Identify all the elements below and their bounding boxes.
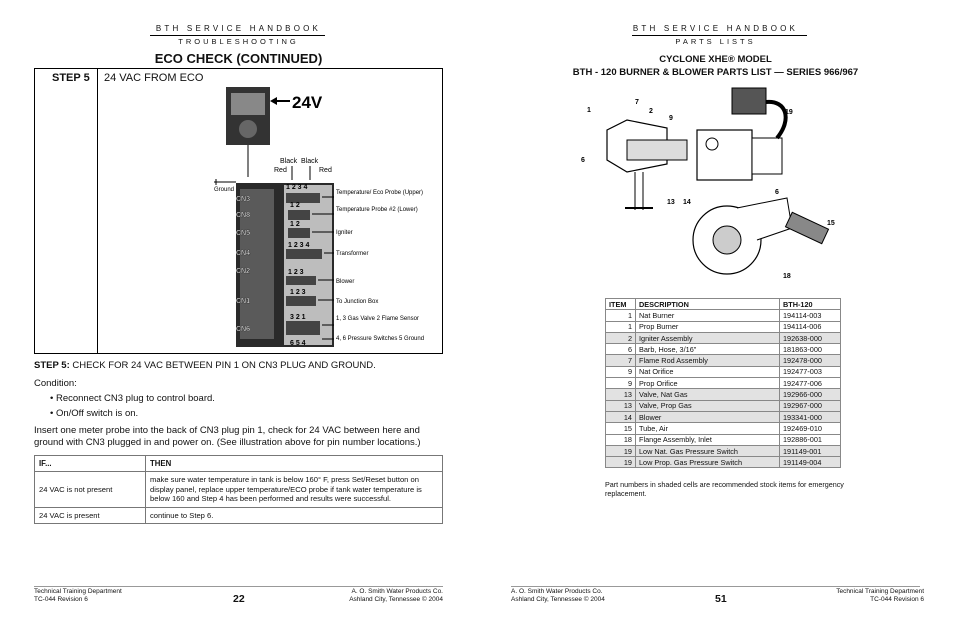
svg-text:Temperature Probe #2 (Lower): Temperature Probe #2 (Lower) xyxy=(336,207,418,213)
callout-1: 1 xyxy=(587,107,591,114)
item-cell: 7 xyxy=(606,355,636,366)
part-number-cell: 181863-000 xyxy=(780,344,841,355)
svg-text:CN2: CN2 xyxy=(236,268,251,275)
table-row xyxy=(606,411,841,422)
if-then-table xyxy=(34,455,443,524)
item-header: ITEM xyxy=(606,299,636,310)
description-cell: Nat Orifice xyxy=(636,366,780,377)
footer-right: A. O. Smith Water Products Co. Ashland City, Tennessee © 2004 xyxy=(349,588,443,603)
valve-body xyxy=(752,138,782,174)
instruction-paragraph: Insert one meter probe into the back of CN3 plug pin 1, check for 24 VAC between here and ground with CN3 plugged in and power on. (See illustration above for pin number locations.) xyxy=(34,425,421,448)
description-cell: Barb, Hose, 3/16" xyxy=(636,344,780,355)
table-row xyxy=(606,400,841,411)
description-cell: Valve, Nat Gas xyxy=(636,389,780,400)
svg-text:Blower: Blower xyxy=(336,279,355,285)
callout-13: 13 xyxy=(667,199,675,206)
item-cell: 19 xyxy=(606,457,636,468)
part-number-cell: 192469-010 xyxy=(780,423,841,434)
instruction-step-label: STEP 5: xyxy=(34,360,70,371)
description-cell: Nat Burner xyxy=(636,310,780,321)
svg-text:To Junction Box: To Junction Box xyxy=(336,299,379,305)
table-row xyxy=(606,366,841,377)
description-cell: Flame Rod Assembly xyxy=(636,355,780,366)
svg-text:CN5: CN5 xyxy=(236,230,251,237)
svg-text:1, 3 Gas Valve 2 Flame Sensor: 1, 3 Gas Valve 2 Flame Sensor xyxy=(336,316,419,322)
part-number-cell: 192638-000 xyxy=(780,332,841,343)
description-cell: Low Nat. Gas Pressure Switch xyxy=(636,445,780,456)
description-cell: Flange Assembly, Inlet xyxy=(636,434,780,445)
table-row xyxy=(606,423,841,434)
lead-black-1: Black xyxy=(280,158,298,165)
parts-table-body xyxy=(606,310,841,468)
part-number-cell: 194114-003 xyxy=(780,310,841,321)
then-cell: make sure water temperature in tank is below 160° F, press Set/Reset button on display panel, replace upper temperature/ECO probe if tank water temperature is below 160 and Step 4 has been performed and results were successful. xyxy=(146,472,443,508)
table-row xyxy=(606,445,841,456)
item-cell: 13 xyxy=(606,400,636,411)
item-cell: 19 xyxy=(606,445,636,456)
pressure-switch xyxy=(732,88,766,114)
item-cell: 13 xyxy=(606,389,636,400)
svg-text:1 2 3: 1 2 3 xyxy=(288,269,304,276)
meter-dial xyxy=(239,120,257,138)
item-cell: 14 xyxy=(606,411,636,422)
item-cell: 18 xyxy=(606,434,636,445)
footer-rule xyxy=(511,586,920,587)
control-board-illustration xyxy=(200,85,425,350)
burner-tube xyxy=(627,140,687,160)
part-number-header: BTH-120 xyxy=(780,299,841,310)
page-number: 22 xyxy=(233,593,245,605)
gas-valve xyxy=(697,130,752,180)
item-cell: 6 xyxy=(606,344,636,355)
svg-text:6 5 4: 6 5 4 xyxy=(290,340,306,347)
svg-text:Igniter: Igniter xyxy=(336,230,353,236)
arrow-head xyxy=(270,97,277,105)
svg-text:Transformer: Transformer xyxy=(336,251,369,257)
model-title: CYCLONE XHE® MODEL xyxy=(659,54,772,65)
page-number: 51 xyxy=(715,593,727,605)
then-cell: continue to Step 6. xyxy=(146,508,443,524)
table-row xyxy=(606,344,841,355)
lead-red-2: Red xyxy=(319,167,332,174)
condition-item: • Reconnect CN3 plug to control board. xyxy=(50,393,215,404)
callout-19: 19 xyxy=(785,109,793,116)
item-cell: 15 xyxy=(606,423,636,434)
svg-text:CN6: CN6 xyxy=(236,326,251,333)
callout-15: 15 xyxy=(827,220,835,227)
air-tube xyxy=(785,212,828,243)
svg-text:4, 6 Pressure Switches 5 Groun: 4, 6 Pressure Switches 5 Ground xyxy=(336,336,425,342)
svg-text:3 2 1: 3 2 1 xyxy=(290,314,306,321)
part-number-cell: 192967-000 xyxy=(780,400,841,411)
callout-6b: 6 xyxy=(775,189,779,196)
step-divider xyxy=(97,68,98,354)
page-51 xyxy=(477,0,954,618)
description-cell: Igniter Assembly xyxy=(636,332,780,343)
item-cell: 9 xyxy=(606,366,636,377)
footer-rule xyxy=(34,586,443,587)
meter-reading: 24V xyxy=(292,93,323,112)
condition-label: Condition: xyxy=(34,378,77,389)
item-cell: 9 xyxy=(606,378,636,389)
svg-text:1 2: 1 2 xyxy=(290,221,300,228)
page-title: ECO CHECK (CONTINUED) xyxy=(154,51,323,66)
parts-table xyxy=(605,298,841,468)
if-cell: 24 VAC is not present xyxy=(35,472,146,508)
handbook-title: BTH SERVICE HANDBOOK xyxy=(632,24,799,33)
description-cell: Tube, Air xyxy=(636,423,780,434)
handbook-title: BTH SERVICE HANDBOOK xyxy=(155,24,322,33)
hose xyxy=(766,102,786,138)
table-row xyxy=(606,378,841,389)
instruction-text: CHECK FOR 24 VAC BETWEEN PIN 1 ON CN3 PLUG AND GROUND. xyxy=(72,360,376,371)
description-cell: Prop Burner xyxy=(636,321,780,332)
part-number-cell: 192478-000 xyxy=(780,355,841,366)
part-number-cell: 192477-006 xyxy=(780,378,841,389)
callout-18: 18 xyxy=(783,273,791,280)
table-row xyxy=(35,508,443,524)
svg-text:1 2 3: 1 2 3 xyxy=(290,289,306,296)
callout-7: 7 xyxy=(635,99,639,106)
meter-display xyxy=(231,93,265,115)
svg-text:CN4: CN4 xyxy=(236,250,251,257)
stock-note: Part numbers in shaded cells are recommended stock items for emergency replacement. xyxy=(605,480,844,498)
part-number-cell: 192966-000 xyxy=(780,389,841,400)
left-header xyxy=(0,24,477,46)
section-name: PARTS LISTS xyxy=(675,37,756,46)
table-header-row xyxy=(35,456,443,472)
step-title: 24 VAC FROM ECO xyxy=(104,72,204,84)
blower-hub xyxy=(713,226,741,254)
item-cell: 2 xyxy=(606,332,636,343)
valve-knob xyxy=(706,138,718,150)
table-row xyxy=(606,310,841,321)
svg-text:1 2 3 4: 1 2 3 4 xyxy=(286,184,308,191)
table-row xyxy=(606,389,841,400)
part-number-cell: 192886-001 xyxy=(780,434,841,445)
item-cell: 1 xyxy=(606,321,636,332)
table-row xyxy=(606,332,841,343)
svg-text:1 2: 1 2 xyxy=(290,202,300,209)
callout-9: 9 xyxy=(669,115,673,122)
lead-black-2: Black xyxy=(301,158,319,165)
ground-label: Ground xyxy=(214,187,235,193)
part-number-cell: 191149-004 xyxy=(780,457,841,468)
description-cell: Low Prop. Gas Pressure Switch xyxy=(636,457,780,468)
callout-6: 6 xyxy=(581,157,585,164)
step-instruction xyxy=(34,360,464,372)
svg-text:CN3: CN3 xyxy=(236,196,251,203)
part-number-cell: 191149-001 xyxy=(780,445,841,456)
condition-item: • On/Off switch is on. xyxy=(50,408,139,419)
table-row xyxy=(606,457,841,468)
step-label: STEP 5 xyxy=(52,72,90,84)
item-cell: 1 xyxy=(606,310,636,321)
svg-text:1 2 3 4: 1 2 3 4 xyxy=(288,242,310,249)
header-rule xyxy=(632,35,807,36)
footer-left: Technical Training Department TC-044 Revision 6 xyxy=(34,588,122,603)
burner-blower-illustration xyxy=(581,80,847,280)
description-cell: Valve, Prop Gas xyxy=(636,400,780,411)
lead-red-1: Red xyxy=(274,167,287,174)
part-number-cell: 194114-006 xyxy=(780,321,841,332)
if-cell: 24 VAC is present xyxy=(35,508,146,524)
part-number-cell: 193341-000 xyxy=(780,411,841,422)
then-header: THEN xyxy=(146,456,443,472)
if-header: IF... xyxy=(35,456,146,472)
table-row xyxy=(606,321,841,332)
table-row xyxy=(606,355,841,366)
svg-text:CN1: CN1 xyxy=(236,298,251,305)
footer-right: Technical Training Department TC-044 Revision 6 xyxy=(836,588,924,603)
svg-text:Temperature/ Eco Probe (Upper): Temperature/ Eco Probe (Upper) xyxy=(336,190,424,196)
svg-text:CN8: CN8 xyxy=(236,212,251,219)
description-cell: Blower xyxy=(636,411,780,422)
callout-14: 14 xyxy=(683,199,691,206)
callout-2: 2 xyxy=(649,108,653,115)
table-row xyxy=(35,472,443,508)
description-cell: Prop Orifice xyxy=(636,378,780,389)
table-row xyxy=(606,434,841,445)
parts-list-title: BTH - 120 BURNER & BLOWER PARTS LIST — SERIES 966/967 xyxy=(572,67,859,78)
section-name: TROUBLESHOOTING xyxy=(178,37,299,46)
description-header: DESCRIPTION xyxy=(636,299,780,310)
footer-left: A. O. Smith Water Products Co. Ashland City, Tennessee © 2004 xyxy=(511,588,605,603)
part-number-cell: 192477-003 xyxy=(780,366,841,377)
header-rule xyxy=(150,35,325,36)
table-header-row xyxy=(606,299,841,310)
right-header xyxy=(477,24,954,46)
